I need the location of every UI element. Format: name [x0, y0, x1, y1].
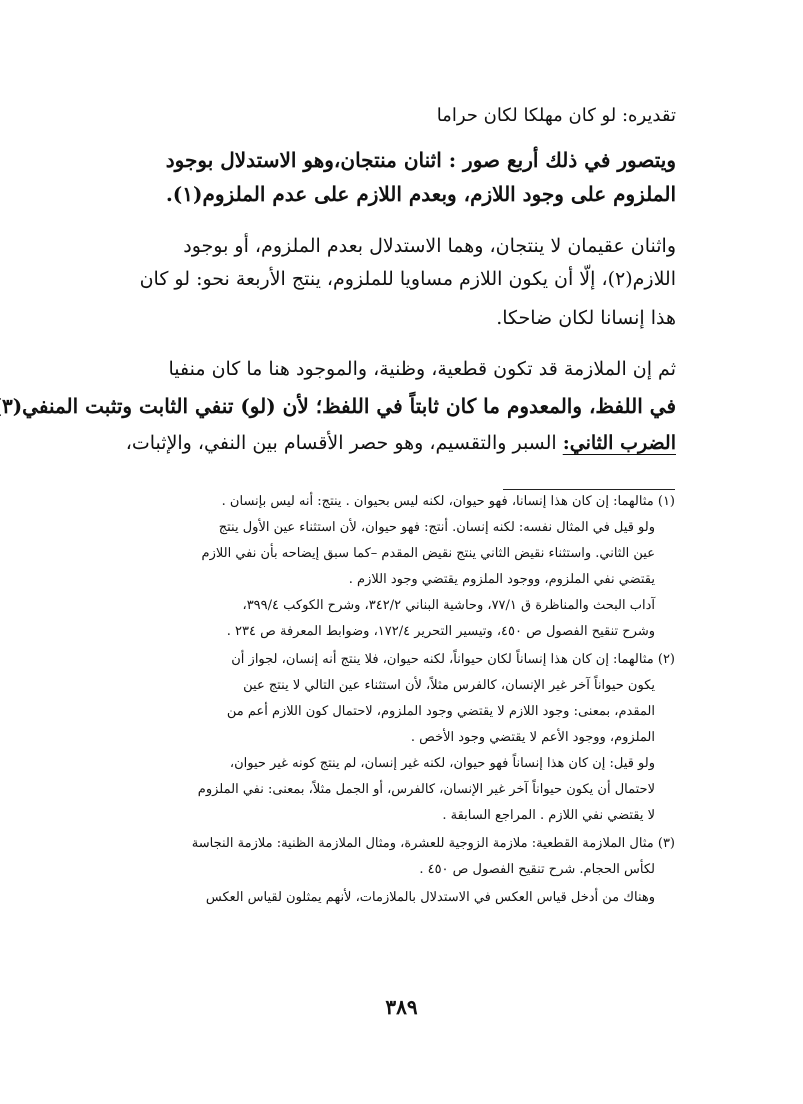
text-line-3: الملزوم على وجود اللازم، وبعدم اللازم على عدم الملزوم(١). [165, 182, 676, 206]
footnote-2-line-7: لا يقتضي نفي اللازم . المراجع السابقة . [442, 808, 655, 823]
text-line-4: واثنان عقيمان لا ينتجان، وهما الاستدلال بعدم الملزوم، أو بوجود [183, 235, 676, 257]
text-line-7: ثم إن الملازمة قد تكون قطعية، وظنية، والموجود هنا ما كان منفيا [168, 358, 676, 380]
footnote-separator [503, 489, 675, 490]
footnote-1-line-3: عين الثاني. واستثناء نقيض الثاني ينتج نقيض المقدم –كما سبق إيضاحه بأن نفي اللازم [201, 546, 655, 561]
section-text: السبر والتقسيم، وهو حصر الأقسام بين النفي، والإثبات، [125, 432, 563, 454]
footnote-2-line-3: المقدم، بمعنى: وجود اللازم لا يقتضي وجود الملزوم، لاحتمال كون اللازم أعم من [226, 704, 655, 719]
footnote-3-line-3: وهناك من أدخل قياس العكس في الاستدلال بالملازمات، لأنهم يمثلون لقياس العكس [205, 890, 655, 905]
footnote-1-line-1: (١) مثالهما: إن كان هذا إنسانا، فهو حيوان، لكنه ليس بحيوان . ينتج: أنه ليس بإنسان . [221, 494, 675, 509]
footnote-3-line-2: لكأس الحجام. شرح تنقيح الفصول ص ٤٥٠ . [419, 862, 655, 877]
footnote-2-line-6: لاحتمال أن يكون حيواناً آخر غير الإنسان، كالفرس، أو الجمل مثلاً، بمعنى: نفي الملزوم [197, 782, 655, 797]
footnote-2-line-5: ولو قيل: إن كان هذا إنساناً فهو حيوان، لكنه غير إنسان، لم ينتج كونه غير حيوان، [229, 756, 655, 771]
text-line-9 [126, 432, 676, 454]
footnote-1-line-4: يقتضي نفي الملزوم، ووجود الملزوم يقتضي وجود اللازم . [348, 572, 655, 587]
footnote-1-line-2: ولو قيل في المثال نفسه: لكنه إنسان. أنتج: فهو حيوان، لأن استثناء عين الأول ينتج [218, 520, 655, 535]
text-line-8: في اللفظ، والمعدوم ما كان ثابتاً في اللفظ؛ لأن (لو) تنفي الثابت وتثبت المنفي(٣ [1, 394, 676, 418]
footnote-2-line-4: الملزوم، ووجود الأعم لا يقتضي وجود الأخص . [410, 730, 655, 745]
text-line-5: اللازم(٢)، إلّا أن يكون اللازم مساويا للملزوم، ينتج الأربعة نحو: لو كان [139, 268, 676, 290]
footnote-2-line-2: يكون حيواناً آخر غير الإنسان، كالفرس مثلاً، لأن استثناء عين التالي لا ينتج عين [243, 678, 655, 693]
section-term: الضرب الثاني: [562, 432, 676, 454]
footnote-3-line-1: (٣) مثال الملازمة القطعية: ملازمة الزوجية للعشرة، ومثال الملازمة الظنية: ملازمة النجاسة [191, 836, 675, 851]
footnote-1-ref-2: وشرح تنقيح الفصول ص ٤٥٠، وتيسير التحرير ١٧٢/٤، وضوابط المعرفة ص ٢٣٤ . [226, 624, 655, 639]
footnote-1-ref-1: آداب البحث والمناظرة ق ٧٧/١، وحاشية البناني ٣٤٢/٢، وشرح الكوكب ٣٩٩/٤، [242, 598, 655, 613]
text-line-2: ويتصور في ذلك أربع صور : اثنان منتجان،وهو الاستدلال بوجود [165, 148, 676, 172]
footnote-2-line-1: (٢) مثالهما: إن كان هذا إنساناً لكان حيواناً، لكنه حيوان، فلا ينتج أنه إنسان، لجواز أن [231, 652, 675, 667]
page-number: ٣٨٩ [385, 995, 418, 1019]
text-line-1: تقديره: لو كان مهلكا لكان حراما [436, 105, 676, 126]
text-line-6: هذا إنسانا لكان ضاحكا. [496, 307, 676, 329]
